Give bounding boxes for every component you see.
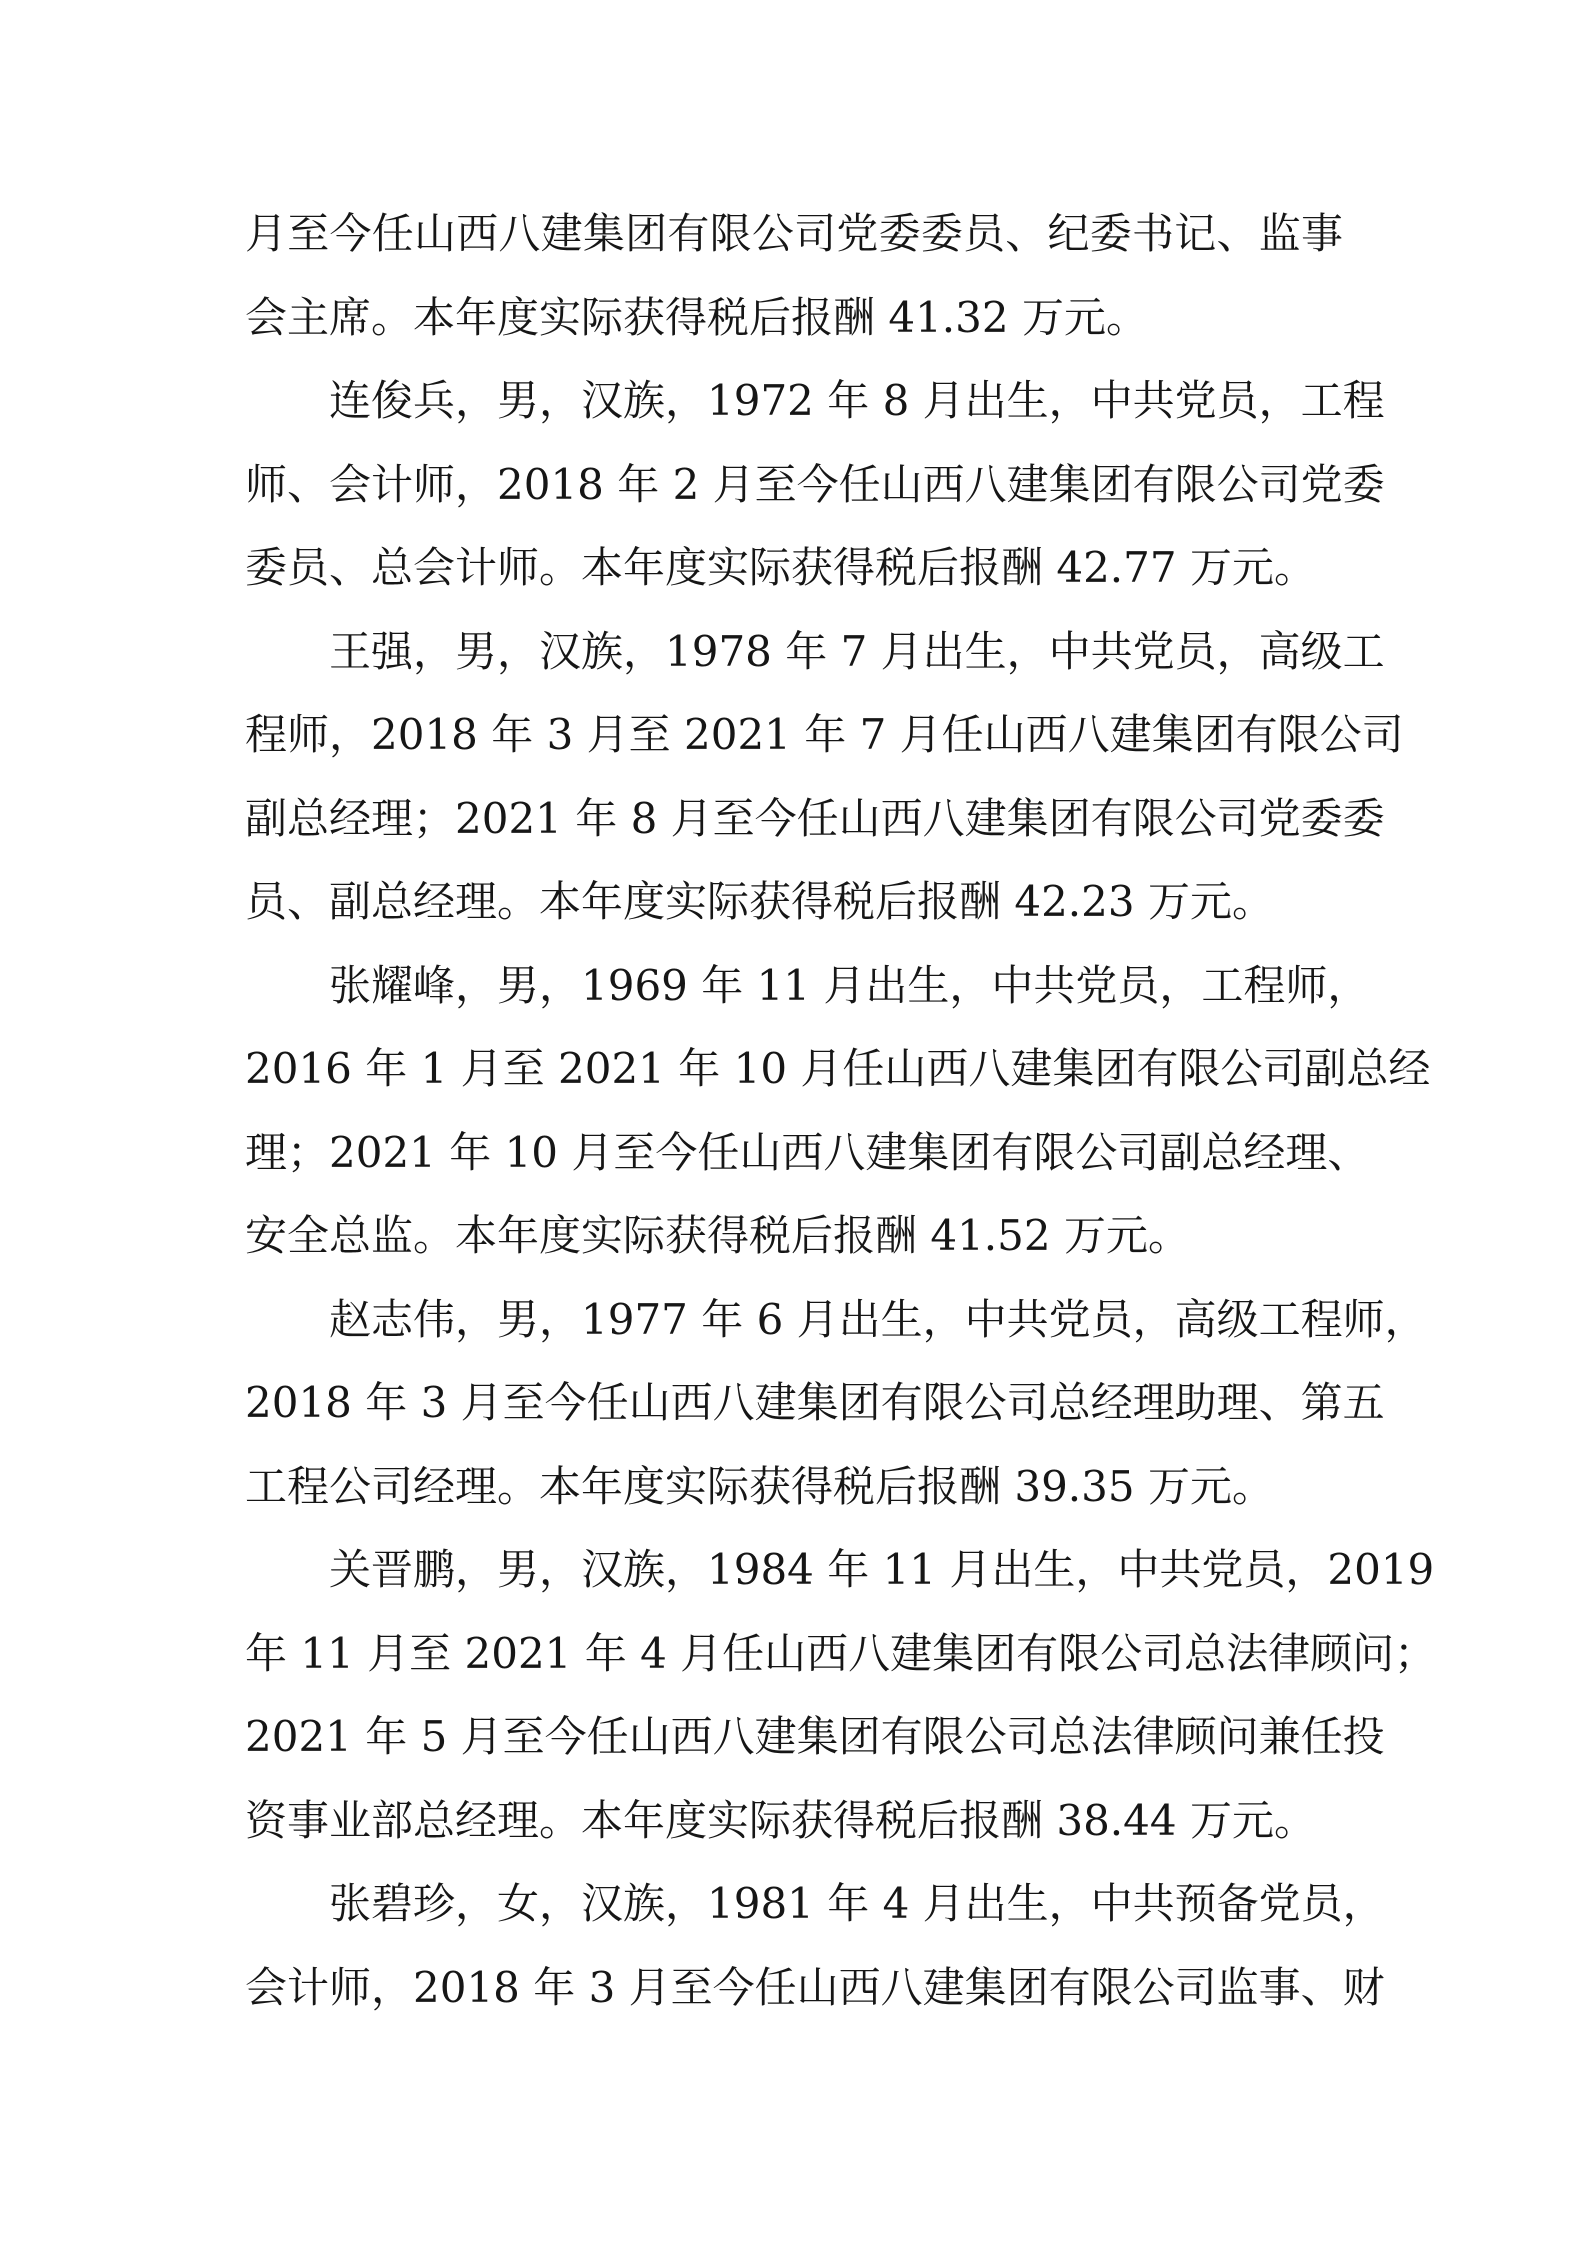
text-line: 理；2021 年 10 月至今任山西八建集团有限公司副总经理、: [245, 1127, 1370, 1177]
text-line: 赵志伟，男，1977 年 6 月出生，中共党员，高级工程师，: [329, 1294, 1427, 1344]
text-line: 委员、总会计师。本年度实际获得税后报酬 42.77 万元。: [245, 543, 1316, 592]
text-line: 年 11 月至 2021 年 4 月任山西八建集团有限公司总法律顾问；: [245, 1628, 1437, 1678]
paragraph: [245, 1862, 1385, 2029]
text-line: 2018 年 3 月至今任山西八建集团有限公司总经理助理、第五: [245, 1378, 1385, 1427]
text-line: 月至今任山西八建集团有限公司党委委员、纪委书记、监事: [245, 209, 1343, 258]
text-line: 关晋鹏，男，汉族，1984 年 11 月出生，中共党员，2019: [329, 1545, 1435, 1594]
text-line: 工程公司经理。本年度实际获得税后报酬 39.35 万元。: [245, 1461, 1274, 1511]
text-line: 2021 年 5 月至今任山西八建集团有限公司总法律顾问兼任投: [245, 1712, 1385, 1761]
paragraph: [245, 1528, 1437, 1862]
paragraph: [245, 192, 1343, 359]
text-line: 副总经理；2021 年 8 月至今任山西八建集团有限公司党委委: [245, 793, 1385, 843]
text-line: 安全总监。本年度实际获得税后报酬 41.52 万元。: [245, 1211, 1190, 1260]
paragraph: [245, 944, 1431, 1278]
text-line: 资事业部总经理。本年度实际获得税后报酬 38.44 万元。: [245, 1795, 1316, 1845]
text-line: 张碧珍，女，汉族，1981 年 4 月出生，中共预备党员，: [329, 1879, 1385, 1928]
paragraph: [245, 610, 1404, 944]
text-line: 2016 年 1 月至 2021 年 10 月任山西八建集团有限公司副总经: [245, 1044, 1431, 1093]
text-line: 师、会计师，2018 年 2 月至今任山西八建集团有限公司党委: [245, 459, 1385, 509]
text-line: 员、副总经理。本年度实际获得税后报酬 42.23 万元。: [245, 877, 1274, 926]
text-line: 程师，2018 年 3 月至 2021 年 7 月任山西八建集团有限公司: [245, 710, 1404, 759]
text-line: 会计师，2018 年 3 月至今任山西八建集团有限公司监事、财: [245, 1962, 1385, 2012]
text-line: 王强，男，汉族，1978 年 7 月出生，中共党员，高级工: [329, 626, 1385, 676]
paragraph: [245, 359, 1385, 610]
document-body: [245, 192, 1437, 2029]
paragraph: [245, 1278, 1427, 1529]
text-line: 连俊兵，男，汉族，1972 年 8 月出生，中共党员，工程: [329, 376, 1385, 425]
text-line: 会主席。本年度实际获得税后报酬 41.32 万元。: [245, 292, 1148, 342]
text-line: 张耀峰，男，1969 年 11 月出生，中共党员，工程师，: [329, 960, 1370, 1010]
